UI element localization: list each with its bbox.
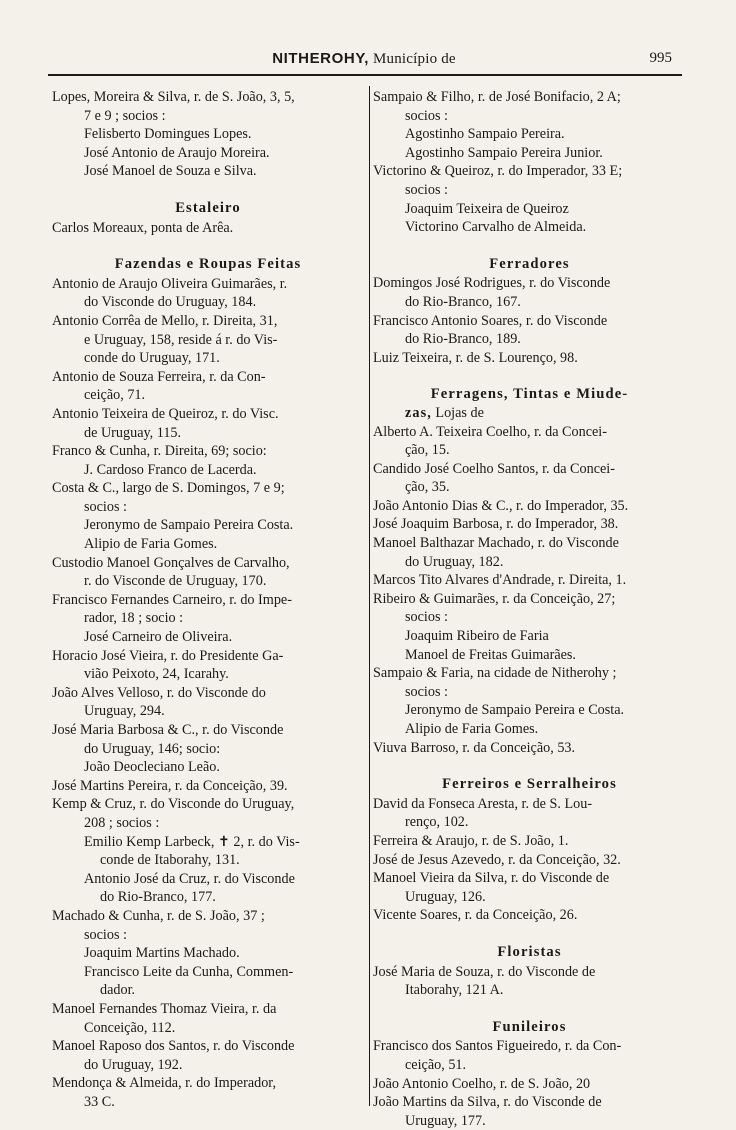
section-heading: Ferragens, Tintas e Miude- — [430, 386, 629, 403]
entry-line: João Martins da Silva, r. do Visconde de — [373, 1094, 602, 1111]
entry-line: Antonio de Souza Ferreira, r. da Con- — [52, 368, 266, 385]
directory-entry — [52, 405, 364, 442]
entry-line: 33 C. — [84, 1093, 115, 1110]
entry-line: Francisco Leite da Cunha, Commen- — [84, 963, 294, 980]
directory-entry — [373, 274, 686, 311]
entry-line: José Maria de Souza, r. do Visconde de — [373, 963, 596, 980]
entry-line: Ferreira & Araujo, r. de S. João, 1. — [373, 832, 569, 849]
page-number: 995 — [649, 50, 672, 66]
entry-line: Victorino Carvalho de Almeida. — [405, 219, 587, 236]
entry-line: Conceição, 112. — [84, 1019, 176, 1036]
running-title-rest: Município de — [369, 51, 456, 67]
entry-line: do Visconde do Uruguay, 184. — [84, 294, 257, 311]
entry-line: socios : — [84, 926, 127, 943]
directory-entry — [373, 497, 686, 516]
directory-entry — [52, 554, 364, 591]
header-rule — [48, 74, 682, 76]
directory-entry — [52, 684, 364, 721]
directory-entry — [52, 795, 364, 907]
entry-line: socios : — [405, 609, 448, 626]
entry-line: vião Peixoto, 24, Icarahy. — [84, 666, 229, 683]
entry-line: Felisberto Domingues Lopes. — [84, 126, 252, 143]
entry-line: David da Fonseca Aresta, r. de S. Lou- — [373, 795, 593, 812]
directory-entry — [52, 1037, 364, 1074]
entry-line: dador. — [100, 982, 136, 999]
entry-line: ção, 35. — [405, 479, 450, 496]
entry-line: José Manoel de Souza e Silva. — [84, 163, 257, 180]
entry-line: Manoel Raposo dos Santos, r. do Visconde — [52, 1038, 295, 1055]
entry-line: 7 e 9 ; socios : — [84, 107, 166, 124]
entry-line: J. Cardoso Franco de Lacerda. — [84, 461, 257, 478]
entry-line: Machado & Cunha, r. de S. João, 37 ; — [52, 907, 265, 924]
entry-line: João Deocleciano Leão. — [84, 759, 220, 776]
entry-line: Uruguay, 126. — [405, 888, 486, 905]
entry-line: Itaborahy, 121 A. — [405, 982, 504, 999]
directory-entry — [52, 907, 364, 1000]
entry-line: José Joaquim Barbosa, r. do Imperador, 38. — [373, 516, 619, 533]
entry-line: 208 ; socios : — [84, 814, 160, 831]
directory-entry — [52, 721, 364, 777]
entry-line: Antonio de Araujo Oliveira Guimarães, r. — [52, 275, 288, 292]
entry-line: Francisco dos Santos Figueiredo, r. da Con- — [373, 1038, 622, 1055]
section-heading: Funileiros — [492, 1018, 567, 1035]
entry-line: conde do Uruguay, 171. — [84, 350, 220, 367]
entry-line: e Uruguay, 158, reside á r. do Vis- — [84, 331, 278, 348]
directory-entry — [373, 664, 686, 738]
right-column — [373, 88, 686, 1130]
entry-line: Viuva Barroso, r. da Conceição, 53. — [373, 739, 576, 756]
entry-line: Ribeiro & Guimarães, r. da Conceição, 27; — [373, 590, 616, 607]
directory-entry — [373, 795, 686, 832]
entry-line: Costa & C., largo de S. Domingos, 7 e 9; — [52, 480, 285, 497]
section-heading: Estaleiro — [175, 199, 241, 216]
directory-entry — [52, 442, 364, 479]
directory-entry — [373, 162, 686, 236]
directory-entry — [373, 571, 686, 590]
directory-entry — [52, 275, 364, 312]
entry-line: r. do Visconde de Uruguay, 170. — [84, 573, 267, 590]
entry-line: João Antonio Dias & C., r. do Imperador, 35. — [373, 497, 629, 514]
entry-line: José Carneiro de Oliveira. — [84, 629, 233, 646]
entry-line: Candido José Coelho Santos, r. da Concei- — [373, 460, 615, 477]
entry-line: Uruguay, 294. — [84, 703, 165, 720]
directory-entry — [373, 832, 686, 851]
directory-entry — [52, 1074, 364, 1111]
directory-entry — [373, 869, 686, 906]
directory-entry — [373, 423, 686, 460]
directory-entry — [52, 647, 364, 684]
entry-line: Alipio de Faria Gomes. — [405, 721, 539, 737]
running-title — [48, 50, 680, 68]
directory-entry — [373, 404, 686, 423]
directory-entry — [373, 739, 686, 758]
section-heading: Ferreiros e Serralheiros — [442, 776, 617, 793]
entry-line: Marcos Tito Alvares d'Andrade, r. Direita, 1. — [373, 572, 627, 589]
entry-line: Antonio Corrêa de Mello, r. Direita, 31, — [52, 312, 278, 329]
directory-entry — [52, 479, 364, 553]
entry-line: Jeronymo de Sampaio Pereira Costa. — [84, 517, 294, 534]
directory-entry — [373, 460, 686, 497]
page-header — [48, 50, 680, 72]
directory-entry — [373, 906, 686, 925]
entry-line: Franco & Cunha, r. Direita, 69; socio: — [52, 443, 267, 460]
entry-line: socios : — [405, 683, 448, 700]
entry-line: Uruguay, 177. — [405, 1112, 486, 1129]
entry-line: Emilio Kemp Larbeck, ✝ 2, r. do Vis- — [84, 833, 300, 850]
entry-line: José Martins Pereira, r. da Conceição, 39. — [52, 777, 288, 794]
left-column — [52, 88, 364, 1111]
directory-entry — [373, 963, 686, 1000]
directory-entry — [52, 219, 364, 238]
entry-line: zas, Lojas de — [405, 404, 484, 421]
entry-line: de Uruguay, 115. — [84, 424, 182, 441]
entry-line: ceição, 51. — [405, 1056, 467, 1073]
entry-line: Carlos Moreaux, ponta de Arêa. — [52, 219, 234, 236]
entry-line: Manoel de Freitas Guimarães. — [405, 646, 576, 663]
entry-line: Vicente Soares, r. da Conceição, 26. — [373, 907, 578, 924]
directory-entry — [373, 851, 686, 870]
entry-line: José Antonio de Araujo Moreira. — [84, 144, 270, 161]
entry-line: Alipio de Faria Gomes. — [84, 536, 218, 553]
entry-line: Antonio José da Cruz, r. do Visconde — [84, 870, 295, 887]
entry-line: socios : — [405, 107, 448, 124]
section-heading: Ferradores — [489, 255, 570, 272]
directory-entry — [373, 515, 686, 534]
directory-entry — [373, 590, 686, 664]
entry-line: Manoel Fernandes Thomaz Vieira, r. da — [52, 1000, 277, 1017]
entry-line: José Maria Barbosa & C., r. do Visconde — [52, 722, 284, 738]
section-heading: Floristas — [497, 943, 562, 960]
entry-line: Joaquim Martins Machado. — [84, 945, 240, 962]
directory-entry — [52, 368, 364, 405]
directory-entry — [52, 88, 364, 181]
entry-line: Agostinho Sampaio Pereira. — [405, 126, 565, 143]
directory-entry — [52, 1000, 364, 1037]
entry-line: Mendonça & Almeida, r. do Imperador, — [52, 1075, 277, 1092]
entry-line: Alberto A. Teixeira Coelho, r. da Concei- — [373, 423, 607, 440]
section-heading: Fazendas e Roupas Feitas — [114, 256, 302, 273]
entry-line: Sampaio & Faria, na cidade de Nitherohy ; — [373, 665, 617, 682]
directory-entry — [373, 1093, 686, 1130]
entry-line: Manoel Vieira da Silva, r. do Visconde de — [373, 870, 610, 887]
directory-entry — [373, 312, 686, 349]
entry-line: Francisco Fernandes Carneiro, r. do Impe- — [52, 591, 292, 608]
directory-entry — [373, 1075, 686, 1094]
entry-line: do Rio-Branco, 177. — [100, 889, 216, 906]
entry-line: socios : — [84, 498, 127, 515]
entry-line: João Antonio Coelho, r. de S. João, 20 — [373, 1075, 591, 1092]
entry-line: renço, 102. — [405, 814, 469, 831]
directory-entry — [52, 591, 364, 647]
entry-line: Horacio José Vieira, r. do Presidente Ga- — [52, 647, 284, 664]
entry-line: Francisco Antonio Soares, r. do Visconde — [373, 312, 608, 329]
entry-line: Domingos José Rodrigues, r. do Visconde — [373, 275, 611, 292]
running-title-city: NITHEROHY, — [272, 50, 370, 67]
entry-line: do Rio-Branco, 167. — [405, 293, 521, 310]
entry-line: Jeronymo de Sampaio Pereira e Costa. — [405, 702, 625, 719]
directory-entry — [373, 349, 686, 368]
directory-entry — [52, 777, 364, 796]
entry-line: Manoel Balthazar Machado, r. do Visconde — [373, 535, 619, 552]
column-divider — [369, 86, 370, 1106]
entry-line: socios : — [405, 181, 448, 198]
directory-entry — [52, 312, 364, 368]
entry-line: Sampaio & Filho, r. de José Bonifacio, 2 A; — [373, 89, 621, 105]
entry-line: José de Jesus Azevedo, r. da Conceição, 32. — [373, 851, 621, 868]
entry-line: Luiz Teixeira, r. de S. Lourenço, 98. — [373, 349, 578, 366]
directory-entry — [373, 534, 686, 571]
entry-line: rador, 18 ; socio : — [84, 610, 184, 627]
entry-line: Joaquim Ribeiro de Faria — [405, 628, 549, 645]
entry-line: Antonio Teixeira de Queiroz, r. do Visc. — [52, 405, 279, 422]
entry-line: do Rio-Branco, 189. — [405, 331, 521, 348]
directory-entry — [373, 1037, 686, 1074]
entry-line: do Uruguay, 146; socio: — [84, 740, 221, 757]
entry-line: Custodio Manoel Gonçalves de Carvalho, — [52, 554, 290, 571]
entry-line: João Alves Velloso, r. do Visconde do — [52, 684, 266, 701]
entry-line: Kemp & Cruz, r. do Visconde do Uruguay, — [52, 796, 295, 813]
entry-line: Victorino & Queiroz, r. do Imperador, 33 E; — [373, 163, 623, 180]
entry-line: conde de Itaborahy, 131. — [100, 852, 240, 869]
entry-line: Agostinho Sampaio Pereira Junior. — [405, 144, 603, 161]
entry-line: Joaquim Teixeira de Queiroz — [405, 200, 569, 217]
entry-line: ção, 15. — [405, 442, 450, 459]
entry-line: ceição, 71. — [84, 387, 146, 404]
entry-line: Lopes, Moreira & Silva, r. de S. João, 3, 5, — [52, 89, 295, 105]
entry-line: do Uruguay, 192. — [84, 1056, 183, 1073]
directory-entry — [373, 88, 686, 162]
entry-line: do Uruguay, 182. — [405, 553, 504, 570]
